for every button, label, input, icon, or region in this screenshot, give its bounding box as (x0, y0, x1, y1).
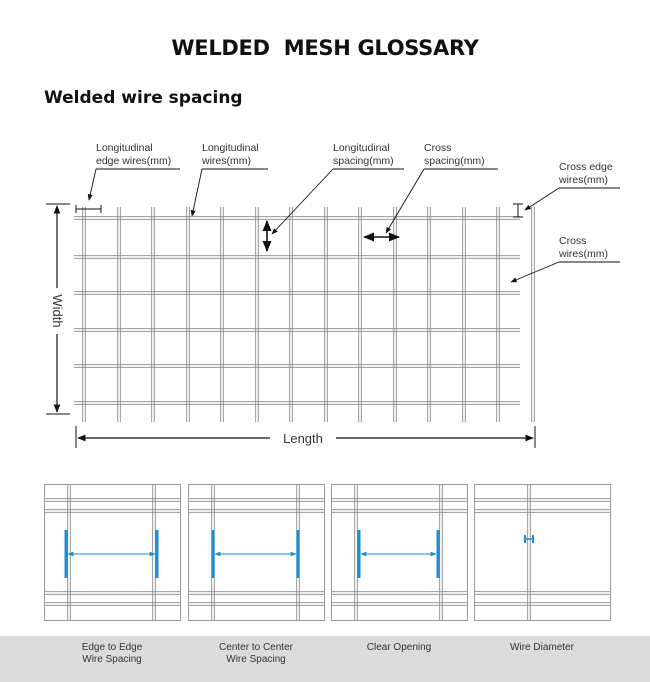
edge-to-edge-spacing-icon (44, 484, 181, 621)
caption-line: Center to Center (219, 642, 293, 653)
svg-text:Longitudinal (96, 142, 153, 154)
longitudinal-wire (497, 207, 500, 422)
caption-line: Wire Spacing (82, 654, 142, 665)
cross-wire (74, 256, 520, 259)
svg-text:Cross (424, 142, 451, 154)
caption-center-to-center (188, 642, 324, 666)
section-heading: Welded wire spacing (44, 88, 243, 108)
cross-wire (74, 217, 520, 220)
svg-text:wires(mm) (201, 155, 251, 167)
caption-edge-to-edge (44, 642, 180, 666)
longitudinal-wire (83, 207, 86, 422)
callout-cross-edge-wires (513, 161, 620, 217)
svg-text:spacing(mm) (333, 155, 394, 167)
callout-text: Longitudinal (333, 142, 390, 154)
center-to-center-spacing-icon (188, 484, 325, 621)
callout-longitudinal-spacing (267, 142, 404, 251)
callout-text: Longitudinal (202, 142, 259, 154)
longitudinal-wire (532, 207, 535, 422)
svg-text:Longitudinal (333, 142, 390, 154)
callout-text: Cross (559, 235, 587, 247)
longitudinal-wire (187, 207, 190, 422)
callout-longitudinal-wires (192, 142, 268, 216)
callout-text: Cross edge (559, 161, 613, 173)
detail-panels (44, 484, 611, 621)
svg-text:spacing(mm) (424, 155, 485, 167)
mesh-grid (74, 207, 534, 422)
svg-text:wires(mm) (558, 174, 608, 186)
callout-text: spacing(mm) (333, 155, 394, 167)
longitudinal-wire (221, 207, 224, 422)
callout-text: wires(mm) (559, 174, 608, 186)
caption-line: Wire Diameter (510, 642, 574, 653)
callout-text: Cross (424, 142, 452, 154)
caption-line: Wire Spacing (226, 654, 286, 665)
longitudinal-wire (325, 207, 328, 422)
caption-line: Clear Opening (366, 642, 432, 653)
svg-text:Cross (559, 235, 586, 247)
caption-bar (0, 636, 650, 682)
svg-text:Longitudinal (202, 142, 259, 154)
panel-frame (332, 485, 468, 621)
callout-text: edge wires(mm) (96, 155, 172, 167)
svg-text:Cross edge (559, 161, 613, 173)
longitudinal-wire (428, 207, 431, 422)
cross-wire (74, 402, 520, 405)
caption-clear-opening (331, 642, 467, 654)
longitudinal-wire (359, 207, 362, 422)
length-dimension (76, 426, 535, 448)
svg-text:wires(mm) (558, 248, 608, 260)
width-label: Width (50, 294, 65, 328)
page-title: WELDED MESH GLOSSARY (171, 36, 479, 60)
wire-diameter-icon (474, 484, 611, 621)
clear-opening-icon (331, 484, 468, 621)
width-dimension (46, 204, 70, 414)
callout-text: Longitudinal (96, 142, 153, 154)
longitudinal-wire (152, 207, 155, 422)
longitudinal-wire (290, 207, 293, 422)
panel-frame (189, 485, 325, 621)
longitudinal-wire (463, 207, 466, 422)
longitudinal-wire (394, 207, 397, 422)
cross-wire (74, 329, 520, 332)
panel-frame (475, 485, 611, 621)
longitudinal-wire (118, 207, 121, 422)
longitudinal-wire (256, 207, 259, 422)
callout-text: spacing(mm) (424, 155, 485, 167)
svg-text:edge wires(mm) (96, 155, 171, 167)
caption-line: Edge to Edge (81, 642, 143, 653)
callout-longitudinal-edge-wires (76, 142, 180, 213)
callout-text: wires(mm) (202, 155, 251, 167)
length-label: Length (283, 431, 323, 446)
callout-cross-wires (511, 235, 620, 282)
cross-wire (74, 292, 520, 295)
callout-text: wires(mm) (559, 248, 608, 260)
cross-wire (74, 365, 520, 368)
caption-wire-diameter (474, 642, 610, 654)
